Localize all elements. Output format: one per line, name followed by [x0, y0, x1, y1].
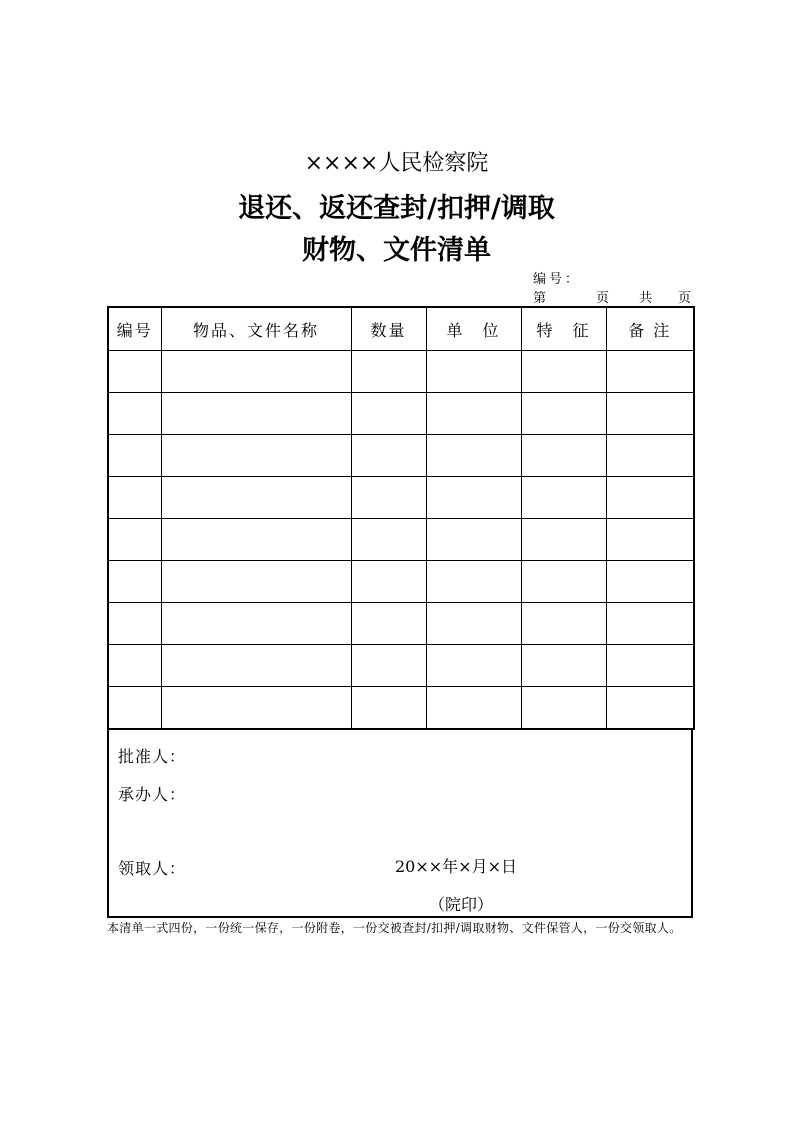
table-cell[interactable] — [521, 561, 606, 603]
page-label-ye: 页 — [596, 291, 610, 306]
table-row — [108, 393, 694, 435]
handler-label: 承办人： — [118, 785, 187, 804]
table-cell[interactable] — [351, 519, 426, 561]
table-cell[interactable] — [161, 351, 351, 393]
table-cell[interactable] — [351, 561, 426, 603]
agency-name: ××××人民检察院 — [304, 151, 489, 176]
document-title-line1: 退还、返还查封/扣押/调取 — [238, 193, 555, 224]
table-cell[interactable] — [108, 687, 161, 730]
table-cell[interactable] — [426, 603, 521, 645]
table-cell[interactable] — [521, 351, 606, 393]
table-cell[interactable] — [161, 687, 351, 730]
table-cell[interactable] — [161, 393, 351, 435]
column-header: 备 注 — [606, 307, 694, 351]
column-header: 单 位 — [426, 307, 521, 351]
number-label: 编号： — [533, 272, 582, 287]
date-text: 20××年×月×日 — [395, 857, 517, 876]
table-cell[interactable] — [351, 477, 426, 519]
table-cell[interactable] — [521, 519, 606, 561]
table-row — [108, 351, 694, 393]
page-label-di: 第 — [533, 291, 547, 306]
table-row — [108, 561, 694, 603]
table-cell[interactable] — [521, 477, 606, 519]
table-cell[interactable] — [606, 603, 694, 645]
table-cell[interactable] — [161, 477, 351, 519]
items-table — [107, 306, 695, 730]
table-cell[interactable] — [521, 687, 606, 730]
table-cell[interactable] — [606, 519, 694, 561]
document-title-line2: 财物、文件清单 — [302, 235, 491, 266]
table-cell[interactable] — [108, 603, 161, 645]
table-cell[interactable] — [426, 645, 521, 687]
receiver-label: 领取人： — [118, 859, 187, 878]
table-row — [108, 435, 694, 477]
footer-note: 本清单一式四份，一份统一保存，一份附卷，一份交被查封/扣押/调取财物、文件保管人，一份交领取人。 — [107, 921, 682, 935]
table-row — [108, 687, 694, 730]
page-label-gong: 共 — [639, 291, 653, 306]
table-cell[interactable] — [521, 435, 606, 477]
table-cell[interactable] — [521, 603, 606, 645]
table-cell[interactable] — [606, 351, 694, 393]
seal-text: （院印） — [429, 895, 494, 914]
table-cell[interactable] — [521, 645, 606, 687]
table-cell[interactable] — [108, 477, 161, 519]
table-cell[interactable] — [426, 435, 521, 477]
table-cell[interactable] — [161, 435, 351, 477]
table-cell[interactable] — [606, 393, 694, 435]
table-cell[interactable] — [351, 393, 426, 435]
table-cell[interactable] — [108, 519, 161, 561]
page-counter — [533, 287, 691, 306]
table-cell[interactable] — [351, 687, 426, 730]
column-header: 物品、文件名称 — [161, 307, 351, 351]
table-cell[interactable] — [351, 645, 426, 687]
table-cell[interactable] — [426, 477, 521, 519]
table-cell[interactable] — [606, 435, 694, 477]
table-cell[interactable] — [426, 687, 521, 730]
table-row — [108, 477, 694, 519]
table-cell[interactable] — [606, 477, 694, 519]
table-cell[interactable] — [108, 645, 161, 687]
table-cell[interactable] — [606, 687, 694, 730]
signature-section — [107, 730, 693, 918]
table-cell[interactable] — [426, 351, 521, 393]
table-cell[interactable] — [161, 603, 351, 645]
table-cell[interactable] — [161, 561, 351, 603]
page-label-ye-total: 页 — [678, 291, 692, 306]
table-cell[interactable] — [161, 519, 351, 561]
table-cell[interactable] — [426, 393, 521, 435]
approver-label: 批准人： — [118, 747, 187, 766]
column-header: 编号 — [108, 307, 161, 351]
table-cell[interactable] — [351, 435, 426, 477]
table-cell[interactable] — [426, 519, 521, 561]
table-cell[interactable] — [108, 393, 161, 435]
table-row — [108, 603, 694, 645]
column-header: 数量 — [351, 307, 426, 351]
table-cell[interactable] — [606, 645, 694, 687]
column-header: 特 征 — [521, 307, 606, 351]
table-header-row — [108, 307, 694, 351]
table-cell[interactable] — [108, 435, 161, 477]
table-cell[interactable] — [426, 561, 521, 603]
table-row — [108, 645, 694, 687]
table-cell[interactable] — [351, 351, 426, 393]
table-cell[interactable] — [108, 561, 161, 603]
table-cell[interactable] — [606, 561, 694, 603]
table-cell[interactable] — [521, 393, 606, 435]
table-cell[interactable] — [108, 351, 161, 393]
table-row — [108, 519, 694, 561]
table-cell[interactable] — [161, 645, 351, 687]
table-cell[interactable] — [351, 603, 426, 645]
